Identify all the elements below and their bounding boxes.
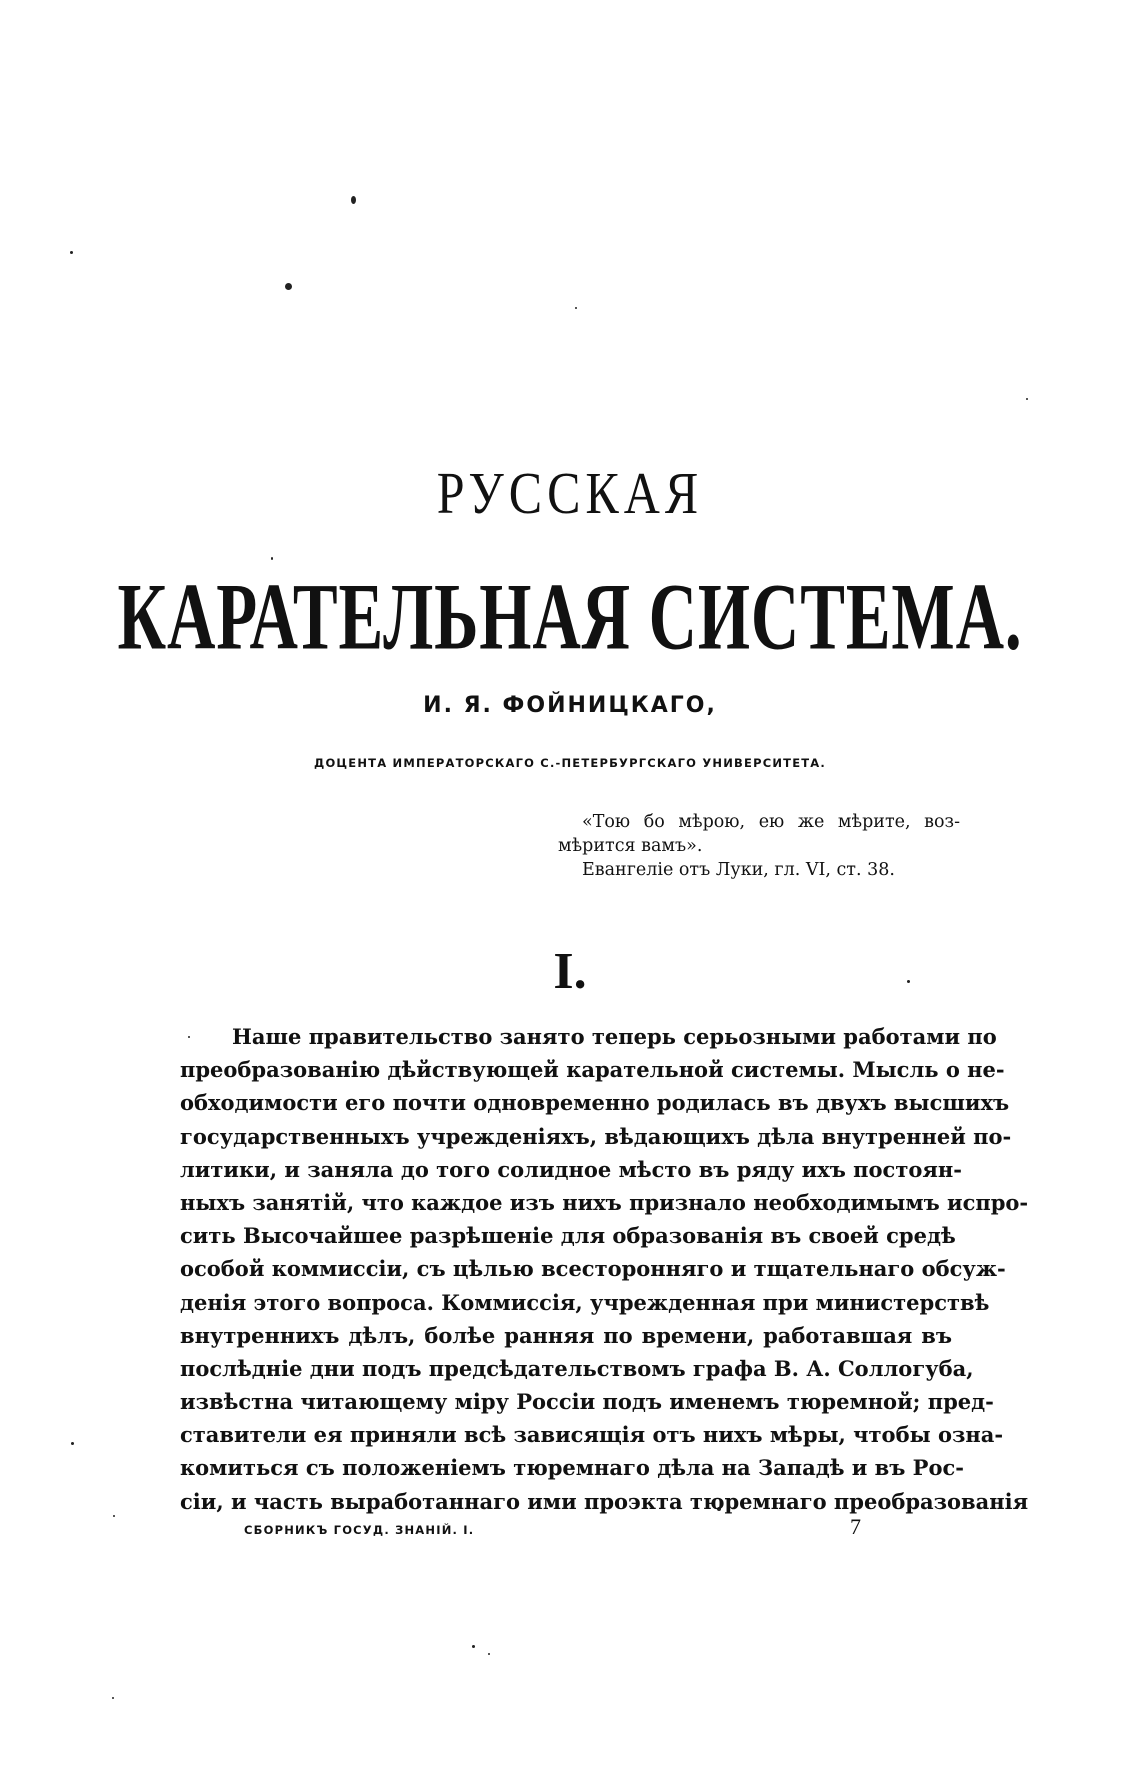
body-line: литики, и заняла до того солидное мѣсто въ ряду ихъ постоян- (180, 1156, 962, 1182)
body-line: Наше правительство занято теперь серьозными работами по (232, 1024, 997, 1049)
body-line: комиться съ положеніемъ тюремнаго дѣла на Западѣ и въ Рос- (180, 1455, 964, 1481)
body-line: государственныхъ учрежденіяхъ, вѣдающихъ дѣла внутренней по- (180, 1123, 1012, 1149)
body-line: сіи, и часть выработаннаго ими проэкта тюремнаго преобразованія (180, 1488, 1029, 1514)
scan-speck (271, 557, 273, 560)
scan-speck (113, 1515, 115, 1517)
body-paragraph (180, 1020, 1029, 1518)
scan-speck (112, 1697, 114, 1699)
scan-speck (1026, 398, 1028, 400)
body-line: преобразованію дѣйствующей карательной системы. Мысль о не- (180, 1057, 1005, 1083)
body-line: послѣдніе дни подъ предсѣдательствомъ графа В. А. Соллогуба, (180, 1355, 974, 1381)
body-line: внутреннихъ дѣлъ, болѣе ранняя по времени, работавшая въ (180, 1322, 952, 1348)
footer-signature: СБОРНИКЪ ГОСУД. ЗНАНІЙ. I. (244, 1523, 475, 1537)
scan-speck (70, 251, 73, 254)
body-line: сить Высочайшее разрѣшеніе для образованія въ своей средѣ (180, 1223, 956, 1249)
epigraph-source: Евангеліе отъ Луки, гл. VI, ст. 38. (582, 860, 895, 880)
scan-speck (472, 1645, 475, 1648)
page-number: 7 (850, 1514, 861, 1539)
title-line-2: КАРАТЕЛЬНАЯ СИСТЕМА. (117, 563, 1023, 670)
body-line: денія этого вопроса. Коммиссія, учрежденная при министерствѣ (180, 1289, 990, 1315)
scan-speck (71, 1442, 74, 1445)
epigraph-line: мѣрится вамъ». (558, 836, 703, 856)
body-line: ныхъ занятій, что каждое изъ нихъ признало необходимымъ испро- (180, 1189, 1029, 1215)
section-numeral: I. (553, 943, 587, 1000)
body-line: обходимости его почти одновременно родилась въ двухъ высшихъ (180, 1090, 1010, 1116)
author-affiliation: ДОЦЕНТА ИМПЕРАТОРСКАГО С.-ПЕТЕРБУРГСКАГО УНИВЕРСИТЕТА. (314, 756, 826, 770)
title-line-1: РУССКАЯ (436, 459, 704, 527)
body-line: особой коммиссіи, съ цѣлью всесторонняго и тщательнаго обсуж- (180, 1256, 1006, 1282)
epigraph (558, 810, 960, 882)
epigraph-line: «Тою бо мѣрою, ею же мѣрите, воз- (582, 812, 960, 832)
body-line: извѣстна читающему міру Россіи подъ именемъ тюремной; пред- (180, 1389, 994, 1415)
scan-speck (488, 1653, 490, 1655)
scan-speck (575, 307, 577, 309)
author-name: И. Я. ФОЙНИЦКАГО, (423, 693, 717, 718)
body-line: ставители ея приняли всѣ зависящія отъ нихъ мѣры, чтобы озна- (180, 1422, 1004, 1448)
scan-speck (351, 196, 356, 204)
scan-speck (285, 283, 292, 290)
